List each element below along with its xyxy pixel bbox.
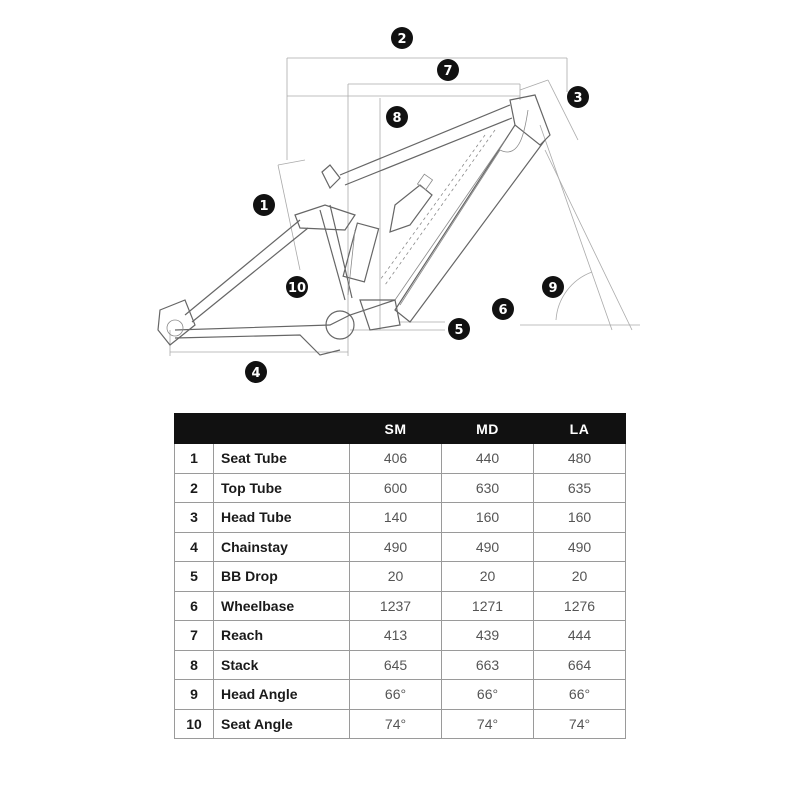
table-row — [175, 503, 626, 533]
geometry-table — [174, 413, 626, 739]
value-la: 1276 — [534, 591, 626, 621]
callout-label: 8 — [392, 111, 402, 126]
callout-label: 5 — [454, 323, 464, 338]
value-sm: 66° — [350, 680, 442, 710]
row-number: 9 — [175, 680, 214, 710]
callout-label: 9 — [548, 281, 558, 296]
row-number: 6 — [175, 591, 214, 621]
callout-badge-5 — [448, 318, 470, 340]
value-md: 160 — [442, 503, 534, 533]
row-number: 10 — [175, 709, 214, 739]
value-md: 66° — [442, 680, 534, 710]
row-label: Reach — [214, 621, 350, 651]
value-sm: 140 — [350, 503, 442, 533]
header-size-la: LA — [534, 414, 626, 444]
header-num — [175, 414, 214, 444]
row-label: Stack — [214, 650, 350, 680]
row-number: 8 — [175, 650, 214, 680]
row-label: Wheelbase — [214, 591, 350, 621]
value-la: 664 — [534, 650, 626, 680]
row-label: Seat Angle — [214, 709, 350, 739]
row-number: 1 — [175, 444, 214, 474]
row-number: 4 — [175, 532, 214, 562]
value-md: 20 — [442, 562, 534, 592]
value-la: 74° — [534, 709, 626, 739]
callout-label: 7 — [443, 64, 453, 79]
value-la: 490 — [534, 532, 626, 562]
callout-label: 2 — [397, 32, 407, 47]
value-md: 440 — [442, 444, 534, 474]
callout-label: 1 — [259, 199, 269, 214]
callout-label: 3 — [573, 91, 583, 106]
table-row — [175, 562, 626, 592]
table-row — [175, 680, 626, 710]
table-row — [175, 650, 626, 680]
callout-label: 6 — [498, 303, 508, 318]
callout-badge-1 — [253, 194, 275, 216]
value-la: 66° — [534, 680, 626, 710]
table-row — [175, 473, 626, 503]
callout-badge-2 — [391, 27, 413, 49]
value-la: 160 — [534, 503, 626, 533]
callout-badge-8 — [386, 106, 408, 128]
table-row — [175, 621, 626, 651]
callout-badge-9 — [542, 276, 564, 298]
callout-badge-3 — [567, 86, 589, 108]
table-header-row — [175, 414, 626, 444]
value-sm: 490 — [350, 532, 442, 562]
row-number: 3 — [175, 503, 214, 533]
row-label: Top Tube — [214, 473, 350, 503]
value-la: 635 — [534, 473, 626, 503]
table-row — [175, 532, 626, 562]
value-la: 480 — [534, 444, 626, 474]
value-sm: 600 — [350, 473, 442, 503]
row-label: Chainstay — [214, 532, 350, 562]
table-row — [175, 709, 626, 739]
row-number: 2 — [175, 473, 214, 503]
header-size-sm: SM — [350, 414, 442, 444]
value-md: 630 — [442, 473, 534, 503]
row-label: Seat Tube — [214, 444, 350, 474]
header-size-md: MD — [442, 414, 534, 444]
table-row — [175, 591, 626, 621]
callout-label: 4 — [251, 366, 261, 381]
value-md: 74° — [442, 709, 534, 739]
value-md: 1271 — [442, 591, 534, 621]
value-sm: 1237 — [350, 591, 442, 621]
callout-label: 10 — [287, 281, 307, 296]
value-sm: 20 — [350, 562, 442, 592]
value-md: 663 — [442, 650, 534, 680]
row-label: BB Drop — [214, 562, 350, 592]
row-label: Head Angle — [214, 680, 350, 710]
callout-badge-10 — [286, 276, 308, 298]
callout-badge-4 — [245, 361, 267, 383]
row-number: 5 — [175, 562, 214, 592]
bike-frame — [158, 95, 550, 355]
row-label: Head Tube — [214, 503, 350, 533]
value-la: 20 — [534, 562, 626, 592]
value-md: 490 — [442, 532, 534, 562]
header-label — [214, 414, 350, 444]
value-md: 439 — [442, 621, 534, 651]
value-sm: 74° — [350, 709, 442, 739]
value-sm: 645 — [350, 650, 442, 680]
row-number: 7 — [175, 621, 214, 651]
callout-badge-7 — [437, 59, 459, 81]
callout-badge-6 — [492, 298, 514, 320]
value-la: 444 — [534, 621, 626, 651]
table-row — [175, 444, 626, 474]
value-sm: 406 — [350, 444, 442, 474]
value-sm: 413 — [350, 621, 442, 651]
